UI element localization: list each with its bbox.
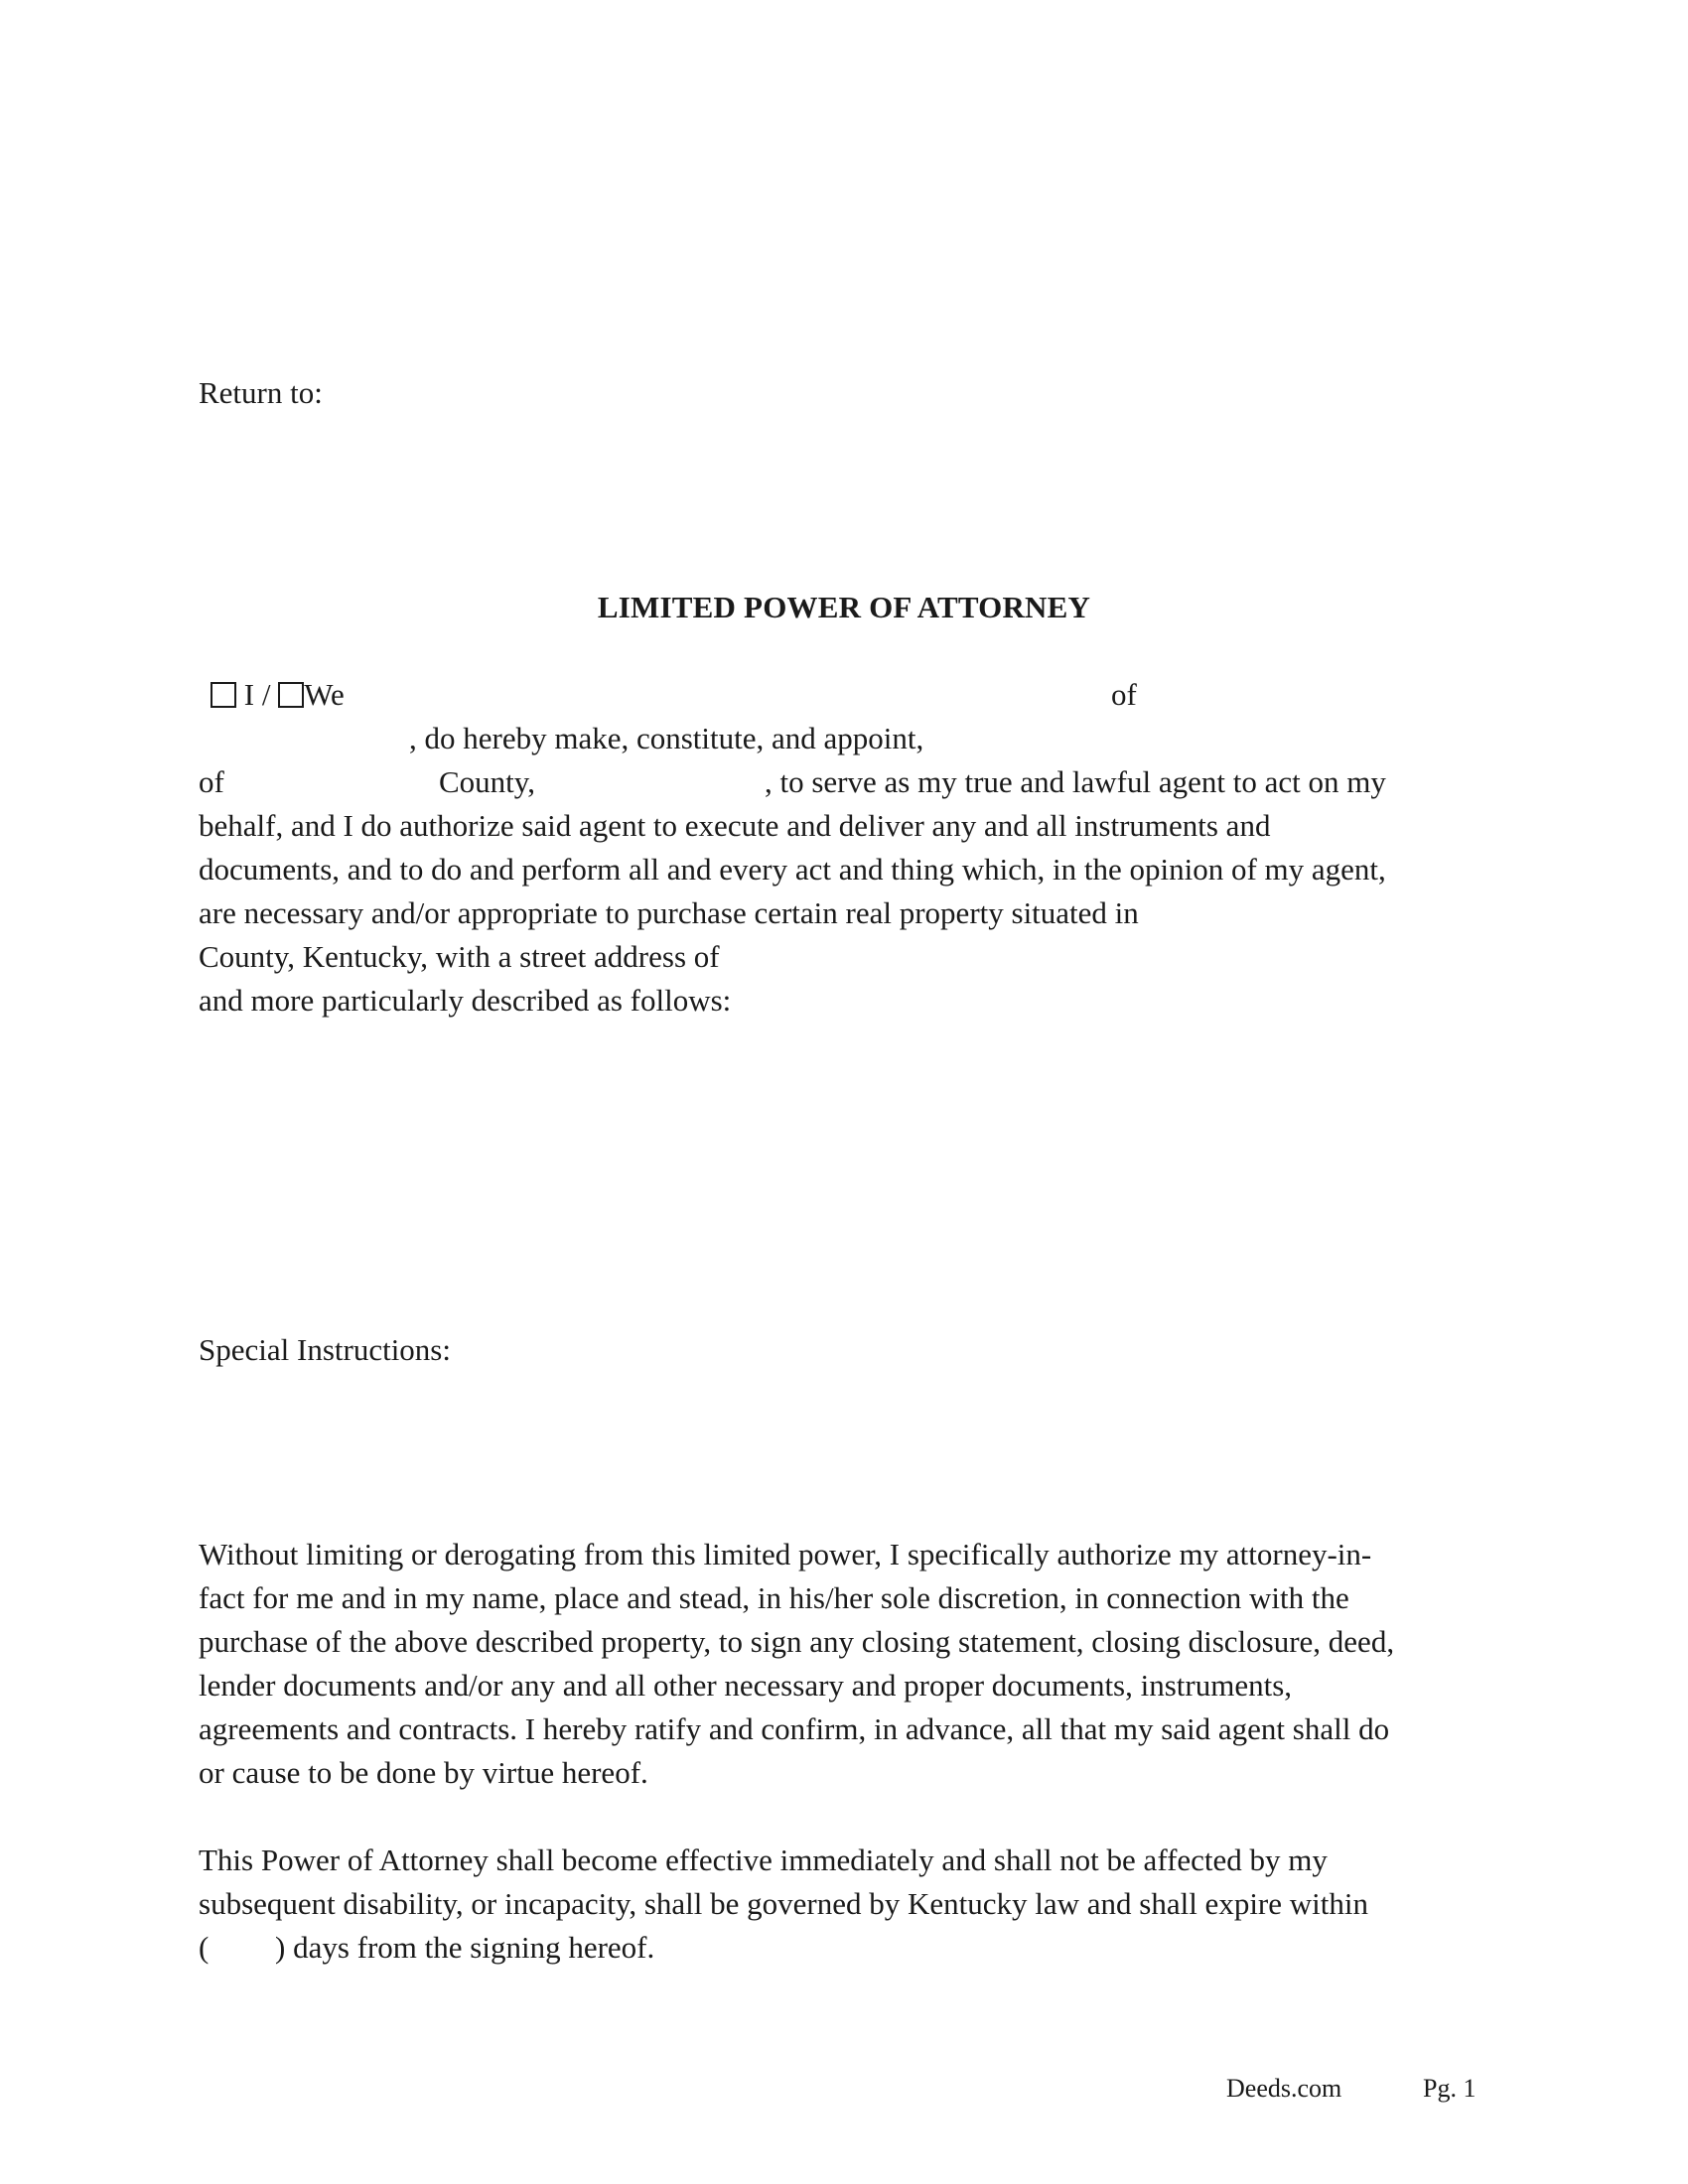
authority-line: Without limiting or derogating from this limited power, I specifically authorize my attorney-in- [199, 1537, 1372, 1571]
grantor-line [211, 676, 345, 714]
option-we-label: We [304, 677, 345, 712]
authority-line: lender documents and/or any and all other necessary and proper documents, instruments, [199, 1668, 1293, 1703]
footer-page-number: Pg. 1 [1423, 2074, 1477, 2103]
authority-line: or cause to be done by virtue hereof. [199, 1755, 648, 1790]
option-i-label: I / [243, 677, 271, 712]
body-line: behalf, and I do authorize said agent to execute and deliver any and all instruments and [199, 808, 1271, 843]
footer-site: Deeds.com [1226, 2074, 1342, 2103]
authority-line: fact for me and in my name, place and stead, in his/her sole discretion, in connection with the [199, 1580, 1349, 1615]
agent-county-label: County, [439, 764, 536, 799]
checkbox-i[interactable] [211, 682, 236, 708]
body-line: documents, and to do and perform all and every act and thing which, in the opinion of my agent, [199, 852, 1386, 887]
authority-line: purchase of the above described property, to sign any closing statement, closing disclosure, deed, [199, 1624, 1395, 1659]
authority-line: agreements and contracts. I hereby ratify and confirm, in advance, all that my said agent shall do [199, 1711, 1390, 1746]
days-open-paren: ( [199, 1930, 210, 1965]
body-line: and more particularly described as follows: [199, 983, 732, 1018]
document-title: LIMITED POWER OF ATTORNEY [597, 590, 1091, 624]
agent-of-label: of [199, 764, 224, 799]
special-instructions-label: Special Instructions: [199, 1332, 451, 1367]
days-line: ) days from the signing hereof. [275, 1930, 655, 1965]
appoint-line: , do hereby make, constitute, and appoint, [409, 721, 924, 755]
effective-line: subsequent disability, or incapacity, shall be governed by Kentucky law and shall expire within [199, 1886, 1368, 1921]
grantor-of-label: of [1111, 677, 1137, 712]
checkbox-we[interactable] [278, 682, 304, 708]
serve-line: , to serve as my true and lawful agent to act on my [765, 764, 1386, 799]
return-to-label: Return to: [199, 375, 323, 410]
body-line: are necessary and/or appropriate to purchase certain real property situated in [199, 895, 1139, 930]
body-line: County, Kentucky, with a street address of [199, 939, 720, 974]
effective-line: This Power of Attorney shall become effective immediately and shall not be affected by my [199, 1843, 1328, 1877]
